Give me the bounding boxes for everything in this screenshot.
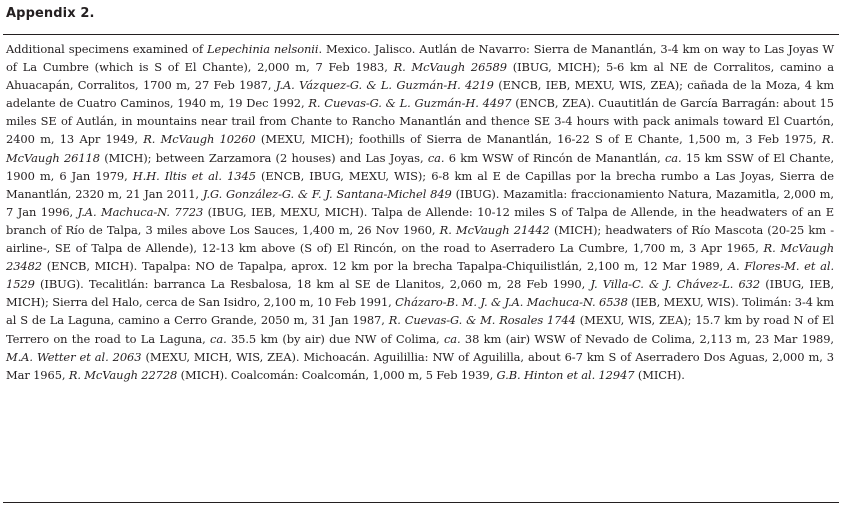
italic-run: G.B. Hinton et al. 12947: [496, 367, 635, 382]
text-run: (MICH).: [634, 367, 685, 382]
italic-run: M.A. Wetter et al. 2063: [6, 349, 142, 364]
text-run: (MICH). Coalcomán: Coalcomán, 1,000 m, 5 Feb 1939,: [177, 367, 497, 382]
italic-run: J.G. González-G. & F. J. Santana-Michel 849: [202, 186, 452, 201]
italic-run: J.A. Vázquez-G. & L. Guzmán-H. 4219: [275, 78, 494, 93]
appendix-heading: Appendix 2.: [6, 6, 95, 21]
italic-run: R. Cuevas-G. & L. Guzmán-H. 4497: [308, 96, 512, 111]
italic-run: H.H. Iltis et al. 1345: [132, 168, 256, 183]
text-run: (IBUG, IEB, MICH); Sierra del Halo, cerca de San Isidro, 2,100 m, 10 Feb 1991,: [6, 277, 834, 310]
italic-run: ca.: [210, 331, 227, 346]
text-run: (MICH); headwaters of Río Mascota (20-25 km -airline-, SE of Talpa de Allende), 12-13 km above (S of) El Rincón, on the road to Aserradero La Cumbre, 1,700 m, 3 Apr 1965,: [6, 222, 835, 256]
text-run: Additional specimens examined of: [6, 42, 207, 56]
italic-run: R. McVaugh 26589: [393, 60, 507, 75]
italic-run: ca.: [664, 150, 682, 165]
bottom-rule: [3, 502, 839, 503]
italic-run: R. McVaugh 22728: [68, 367, 178, 382]
text-run: (ENCB, ZEA). Cuautitlán de García Barragán: about 15 miles SE of Autlán, in mountains near trail from Chante to Rancho Manantlán and thence SE 3-4 hours with pack animals toward El Cuartón, 2400 m, 13 Apr 1949,: [6, 96, 834, 147]
text-run: (IEB, MEXU, WIS). Tolimán: 3-4 km al S de La Laguna, camino a Cerro Grande, 2050 m, 31 Jan 1987,: [6, 295, 834, 328]
italic-run: Cházaro-B. M. J. & J.A. Machuca-N. 6538: [395, 295, 628, 310]
text-run: 15 km SSW of El Chante, 1900 m, 6 Jan 1979,: [6, 150, 835, 183]
italic-run: J. Villa-C. & J. Chávez-L. 632: [590, 277, 761, 292]
italic-run: R. McVaugh 21442: [439, 222, 550, 237]
text-run: . Mexico. Jalisco. Autlán de Navarro: Sierra de Manantlán, 3-4 km on way to Las Joyas W of La Cumbre (which is S of El Chante), 2,000 m, 7 Feb 1983,: [6, 42, 835, 75]
italic-run: R. McVaugh 26118: [6, 132, 835, 165]
italic-run: R. McVaugh 10260: [143, 132, 256, 147]
italic-run: ca.: [443, 331, 461, 346]
text-run: (ENCB, IBUG, MEXU, WIS); 6-8 km al E de Capillas por la brecha rumbo a Las Joyas, Sierra de Manantlán, 2320 m, 21 Jan 2011,: [6, 168, 834, 201]
top-rule: [3, 34, 839, 35]
text-run: (ENCB, MICH). Tapalpa: NO de Tapalpa, aprox. 12 km por la brecha Tapalpa-Chiquilistlán, 2,100 m, 12 Mar 1989,: [42, 259, 728, 274]
italic-run: J.A. Machuca-N. 7723: [77, 204, 204, 219]
italic-run: R. Cuevas-G. & M. Rosales 1744: [388, 313, 576, 328]
text-run: (IBUG, MICH); 5-6 km al NE de Corralitos, camino a Ahuacapán, Corralitos, 1700 m, 27 Feb 1987,: [6, 60, 834, 93]
italic-run: ca.: [427, 150, 445, 165]
text-run: (MICH); between Zarzamora (2 houses) and Las Joyas,: [99, 150, 428, 165]
specimens-paragraph: [6, 40, 834, 384]
text-run: (IBUG). Mazamitla: fraccionamiento Natura, Mazamitla, 2,000 m, 7 Jan 1996,: [6, 186, 834, 219]
text-run: (MEXU, MICH, WIS, ZEA). Michoacán. Aguilillia: NW of Aguililla, about 6-7 km S of Aserradero Dos Aguas, 2,000 m, 3 Mar 1965,: [6, 349, 834, 382]
text-run: (IBUG). Tecalitlán: barranca La Resbalosa, 18 km al SE de Llanitos, 2,060 m, 28 Feb 1990,: [34, 277, 591, 292]
text-run: 6 km WSW of Rincón de Manantlán,: [444, 150, 665, 165]
text-run: (IBUG, IEB, MEXU, MICH). Talpa de Allende: 10-12 miles S of Talpa de Allende, in the headwaters of an E branch of Río de Talpa, 3 miles above Los Sauces, 1,400 m, 26 Nov 1960,: [6, 204, 834, 237]
text-run: (MEXU, WIS, ZEA); 15.7 km by road N of El Terrero on the road to La Laguna,: [6, 313, 834, 346]
text-run: 35.5 km (by air) due NW of Colima,: [226, 331, 444, 346]
text-run: (MEXU, MICH); foothills of Sierra de Manantlán, 16-22 S of E Chante, 1,500 m, 3 Feb 1975,: [255, 132, 822, 147]
italic-run: Lepechinia nelsonii: [207, 42, 319, 56]
italic-run: A. Flores-M. et al. 1529: [6, 259, 834, 292]
text-run: (ENCB, IEB, MEXU, WIS, ZEA); cañada de la Moza, 4 km adelante de Cuatro Caminos, 1940 m, 19 Dec 1992,: [6, 78, 834, 111]
italic-run: R. McVaugh 23482: [6, 241, 834, 274]
text-run: 38 km (air) WSW of Nevado de Colima, 2,113 m, 23 Mar 1989,: [460, 331, 834, 346]
